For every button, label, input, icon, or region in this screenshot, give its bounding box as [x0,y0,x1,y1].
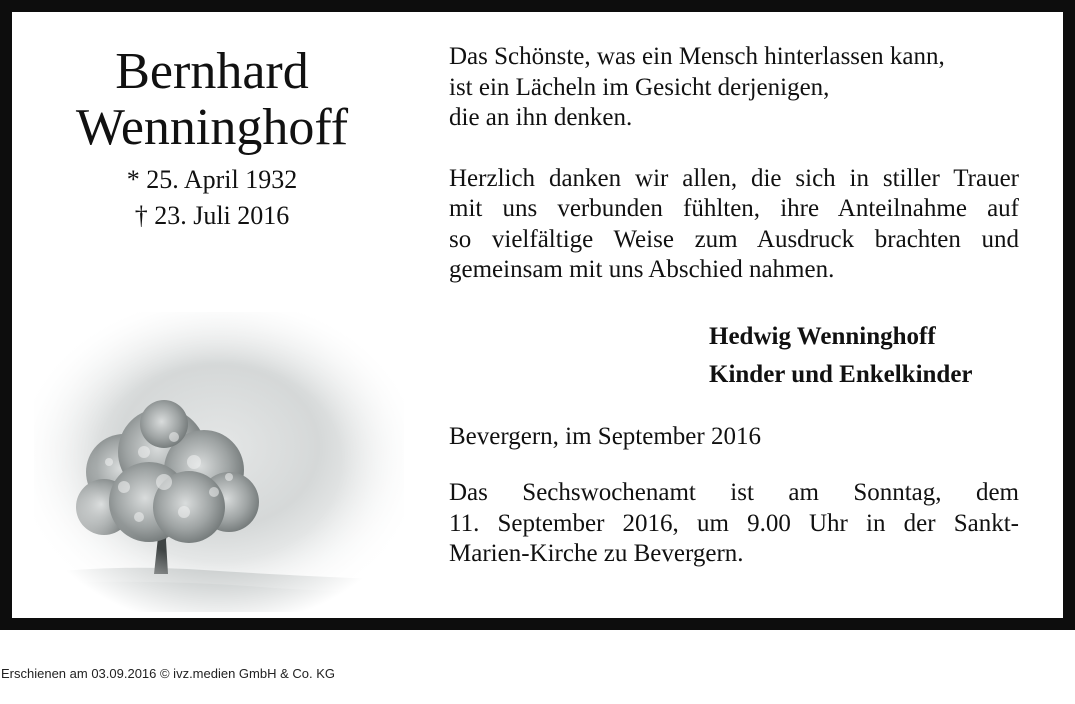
life-dates [12,162,412,234]
last-name: Wenninghoff [75,99,349,156]
birth-date: * 25. April 1932 [126,165,298,194]
service-line: Das Sechswochenamt ist am Sonntag, dem [449,479,1019,506]
service-line: Marien-Kirche zu Bevergern. [449,540,744,567]
quote-line: die an ihn denken. [449,104,633,131]
signature-line: Kinder und Enkelkinder [709,360,973,388]
tree-image [34,312,404,612]
thanks-text [449,164,1019,286]
right-column [449,42,1019,570]
quote-line: Das Schönste, was ein Mensch hinterlassen kann, [449,43,945,70]
service-line: 11. September 2016, um 9.00 Uhr in der Sankt- [449,509,1019,537]
death-date: † 23. Juli 2016 [134,201,290,230]
signature [449,318,1019,394]
quote [449,42,1019,134]
place-date-text: Bevergern, im September 2016 [449,422,761,450]
thanks-line: gemeinsam mit uns Abschied nahmen. [449,256,835,283]
place-date [449,422,1019,453]
publication-footer: Erschienen am 03.09.2016 © ivz.medien GmbH & Co. KG [1,666,336,681]
deceased-name [12,44,412,156]
thanks-line: Herzlich danken wir allen, die sich in stiller Trauer [449,164,1019,192]
first-name: Bernhard [115,43,309,100]
thanks-line: so vielfältige Weise zum Ausdruck brachten und [449,225,1019,253]
left-column [12,12,412,618]
quote-line: ist ein Lächeln im Gesicht derjenigen, [449,73,830,101]
signature-line: Hedwig Wenninghoff [709,322,936,350]
service-info [449,478,1019,570]
tree-illustration [34,312,404,612]
obituary-panel [12,12,1063,618]
thanks-line: mit uns verbunden fühlten, ihre Anteilnahme auf [449,195,1019,222]
